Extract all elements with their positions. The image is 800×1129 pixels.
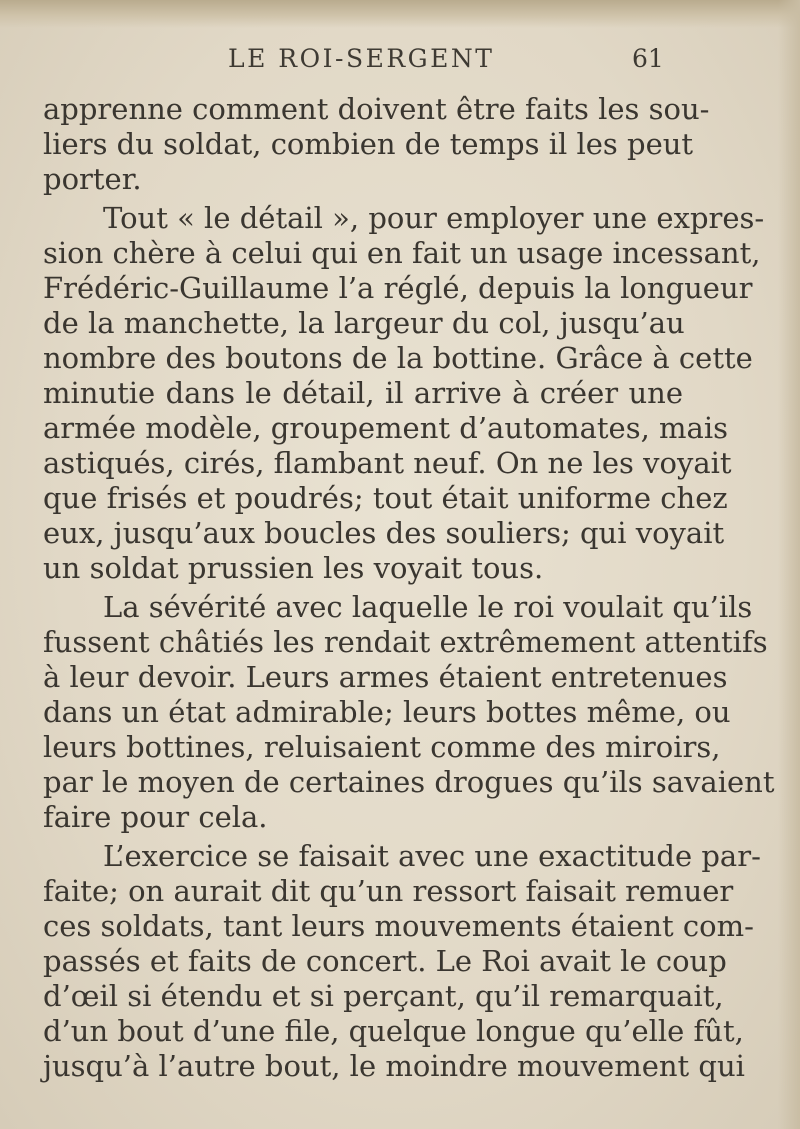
text-line: faire pour cela. [43,800,268,834]
text-line: nombre des boutons de la bottine. Grâce à cette [43,341,753,375]
page-top-edge [0,0,800,28]
running-title: LE ROI-SERGENT [228,44,495,73]
text-line: armée modèle, groupement d’automates, mais [43,411,728,445]
text-line: de la manchette, la largeur du col, jusqu’au [43,306,685,340]
text-line: Tout « le détail », pour employer une expres- [103,201,765,235]
page-right-edge [778,0,800,1129]
text-line: dans un état admirable; leurs bottes même, ou [43,695,731,729]
text-line: un soldat prussien les voyait tous. [43,551,544,585]
text-line: Frédéric-Guillaume l’a réglé, depuis la longueur [43,271,753,305]
text-line: liers du soldat, combien de temps il les peut [43,127,694,161]
text-line: La sévérité avec laquelle le roi voulait qu’ils [103,590,753,624]
text-line: L’exercice se faisait avec une exactitude par- [103,839,761,873]
text-line: apprenne comment doivent être faits les sou- [43,92,710,126]
text-line: leurs bottines, reluisaient comme des miroirs, [43,730,721,764]
page-number: 61 [632,44,664,73]
text-line: d’un bout d’une file, quelque longue qu’elle fût, [43,1014,744,1048]
text-line: sion chère à celui qui en fait un usage incessant, [43,236,761,270]
text-line: porter. [43,162,142,196]
text-line: par le moyen de certaines drogues qu’ils savaient [43,765,775,799]
text-line: jusqu’à l’autre bout, le moindre mouvement qui [43,1049,745,1083]
text-line: fussent châtiés les rendait extrêmement attentifs [43,625,768,659]
text-line: minutie dans le détail, il arrive à créer une [43,376,683,410]
text-line: astiqués, cirés, flambant neuf. On ne les voyait [43,446,732,480]
page-header [0,44,800,80]
text-line: que frisés et poudrés; tout était uniforme chez [43,481,728,515]
text-line: faite; on aurait dit qu’un ressort faisait remuer [43,874,734,908]
text-line: à leur devoir. Leurs armes étaient entretenues [43,660,728,694]
text-line: d’œil si étendu et si perçant, qu’il remarquait, [43,979,724,1013]
text-line: eux, jusqu’aux boucles des souliers; qui voyait [43,516,725,550]
text-line: ces soldats, tant leurs mouvements étaient com- [43,909,754,943]
text-line: passés et faits de concert. Le Roi avait le coup [43,944,727,978]
